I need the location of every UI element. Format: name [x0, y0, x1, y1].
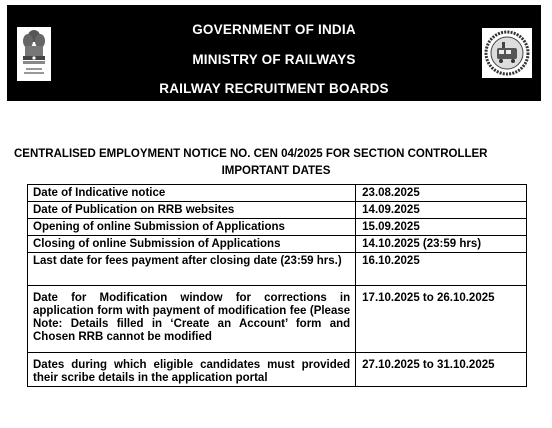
date-cell: 23.08.2025: [356, 185, 527, 202]
notice-title: CENTRALISED EMPLOYMENT NOTICE NO. CEN 04/2025 FOR SECTION CONTROLLER: [14, 148, 488, 160]
event-cell: Date for Modification window for corrections in application form with payment of modification fee (Please Note: Details filled in ‘Create an Account’ form and Chosen RRB cannot be modified: [28, 286, 356, 353]
table-row: [28, 185, 527, 202]
date-cell: 15.09.2025: [356, 219, 527, 236]
table-row: [28, 253, 527, 286]
table-row: [28, 353, 527, 387]
event-cell: Date of Publication on RRB websites: [28, 202, 356, 219]
date-cell: 14.10.2025 (23:59 hrs): [356, 236, 527, 253]
event-cell: Closing of online Submission of Applications: [28, 236, 356, 253]
date-cell: 14.09.2025: [356, 202, 527, 219]
event-cell: Dates during which eligible candidates must provided their scribe details in the application portal: [28, 353, 356, 387]
table-row: [28, 236, 527, 253]
event-cell: Opening of online Submission of Applications: [28, 219, 356, 236]
header-line-rrb: RAILWAY RECRUITMENT BOARDS: [159, 81, 389, 96]
table-row: [28, 219, 527, 236]
date-cell: 16.10.2025: [356, 253, 527, 286]
date-cell: 27.10.2025 to 31.10.2025: [356, 353, 527, 387]
header-line-ministry: MINISTRY OF RAILWAYS: [192, 52, 356, 67]
event-cell: Last date for fees payment after closing date (23:59 hrs.): [28, 253, 356, 286]
table-row: [28, 202, 527, 219]
indian-railways-logo-icon: [482, 28, 532, 78]
notice-subtitle: IMPORTANT DATES: [221, 165, 331, 177]
date-cell: 17.10.2025 to 26.10.2025: [356, 286, 527, 353]
header-line-government: GOVERNMENT OF INDIA: [192, 22, 356, 37]
important-dates-table: [27, 184, 527, 387]
table-row: [28, 286, 527, 353]
header-banner: [7, 5, 541, 101]
event-cell: Date of Indicative notice: [28, 185, 356, 202]
